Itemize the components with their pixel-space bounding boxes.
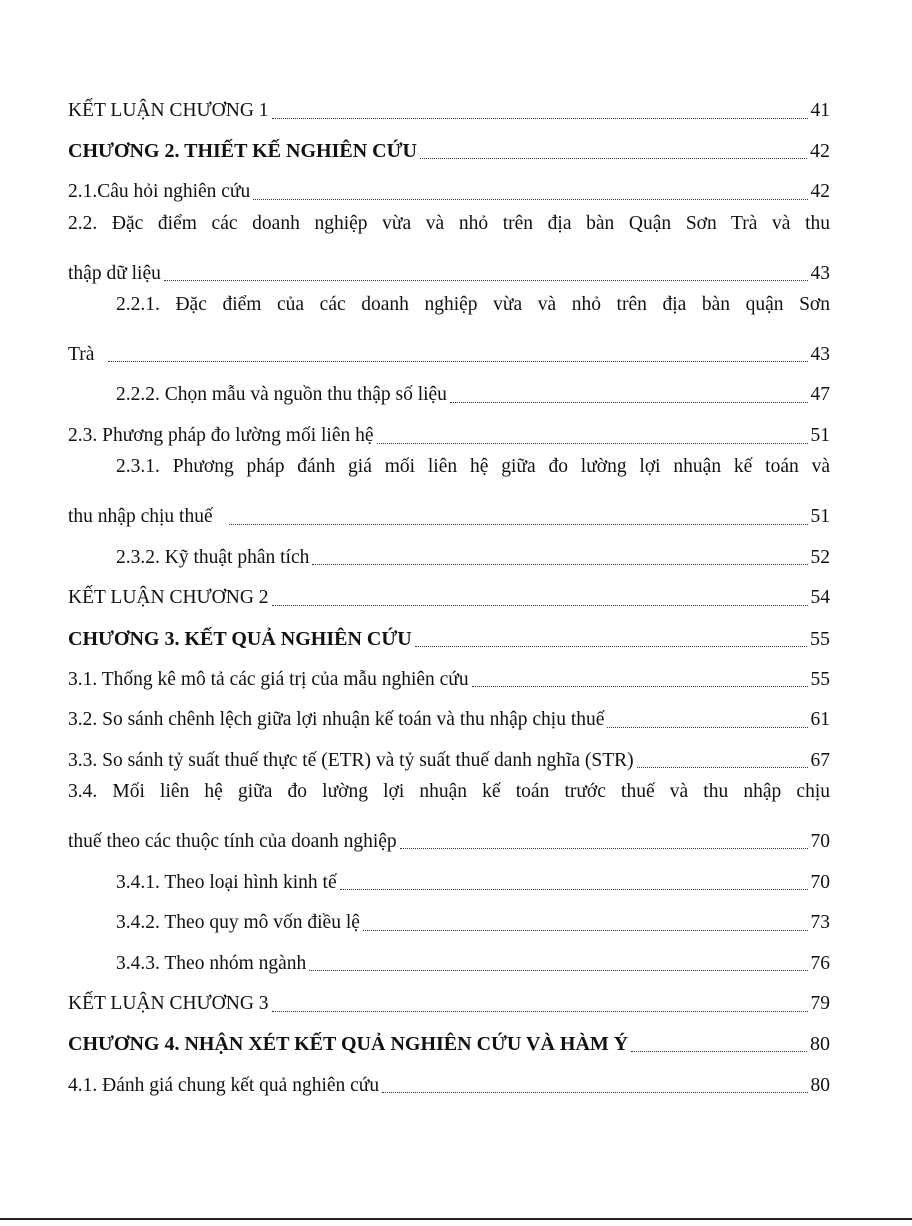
toc-entry-ket-luan-chuong-2[interactable] (68, 578, 830, 619)
toc-entry-3-4-3[interactable] (68, 943, 830, 984)
toc-entry-3-4-line1[interactable] (68, 781, 830, 822)
toc-entry-3-4-1[interactable] (68, 862, 830, 903)
toc-title: 3.2. So sánh chênh lệch giữa lợi nhuận kế toán và thu nhập chịu thuế (68, 709, 605, 731)
toc-title: 3.4.2. Theo quy mô vốn điều lệ (116, 912, 360, 934)
dot-leader (229, 524, 808, 525)
toc-title: CHƯƠNG 4. NHẬN XÉT KẾT QUẢ NGHIÊN CỨU VÀ HÀM Ý (68, 1033, 629, 1056)
toc-page-number: 54 (810, 587, 830, 609)
dot-leader (382, 1092, 807, 1093)
toc-title-line1: 2.2. Đặc điểm các doanh nghiệp vừa và nhỏ trên địa bàn Quận Sơn Trà và thu (68, 212, 830, 234)
toc-entry-2-3-2[interactable] (68, 538, 830, 579)
toc-entry-2-2-2[interactable] (68, 375, 830, 416)
toc-page-number: 43 (810, 343, 830, 365)
toc-page-number: 73 (810, 912, 830, 934)
toc-page-number: 51 (810, 425, 830, 447)
dot-leader (377, 443, 808, 444)
toc-title-line1: 2.2.1. Đặc điểm của các doanh nghiệp vừa và nhỏ trên địa bàn quận Sơn (116, 293, 830, 315)
dot-leader (164, 280, 808, 281)
toc-page-number: 79 (810, 993, 830, 1015)
toc-entry-2-1[interactable] (68, 172, 830, 213)
toc-page-number: 42 (810, 140, 830, 163)
toc-title: thập dữ liệu (68, 262, 161, 284)
toc-entry-3-3[interactable] (68, 741, 830, 782)
toc-page-number: 80 (810, 1033, 830, 1056)
dot-leader (631, 1051, 807, 1052)
toc-entry-3-4[interactable] (68, 822, 830, 863)
toc-entry-3-4-2[interactable] (68, 903, 830, 944)
toc-entry-3-2[interactable] (68, 700, 830, 741)
page-bottom-border (0, 1218, 912, 1220)
toc-page-number: 55 (810, 668, 830, 690)
toc-page-number: 67 (810, 749, 830, 771)
toc-title: 2.3.2. Kỹ thuật phân tích (116, 546, 310, 568)
toc-title: 3.3. So sánh tỷ suất thuế thực tế (ETR) và tỷ suất thuế danh nghĩa (STR) (68, 749, 634, 771)
toc-entry-2-2-1[interactable] (68, 335, 830, 376)
toc-title: thuế theo các thuộc tính của doanh nghiệp (68, 830, 397, 852)
dot-leader (415, 646, 807, 647)
toc-title: 2.1.Câu hỏi nghiên cứu (68, 181, 251, 203)
toc-page-number: 70 (810, 830, 830, 852)
dot-leader (272, 1011, 808, 1012)
toc-title: 4.1. Đánh giá chung kết quả nghiên cứu (68, 1074, 380, 1096)
toc-title: 3.4.3. Theo nhóm ngành (116, 952, 307, 974)
toc-entry-2-3-1-line1[interactable] (68, 456, 830, 497)
dot-leader (450, 402, 808, 403)
toc-entry-chuong-2[interactable] (68, 132, 830, 173)
toc-title-line1: 3.4. Mối liên hệ giữa đo lường lợi nhuận kế toán trước thuế và thu nhập chịu (68, 781, 830, 803)
dot-leader (253, 199, 807, 200)
toc-title: KẾT LUẬN CHƯƠNG 1 (68, 100, 269, 122)
dot-leader (272, 118, 808, 119)
dot-leader (400, 848, 808, 849)
dot-leader (363, 930, 808, 931)
dot-leader (309, 970, 807, 971)
toc-page-number: 80 (810, 1074, 830, 1096)
toc-entry-4-1[interactable] (68, 1065, 830, 1106)
toc-title: thu nhập chịu thuế (68, 506, 213, 528)
toc-page-number: 42 (810, 181, 830, 203)
toc-page-number: 52 (810, 546, 830, 568)
toc-entry-2-3-1[interactable] (68, 497, 830, 538)
toc-entry-ket-luan-chuong-3[interactable] (68, 984, 830, 1025)
toc-entry-2-3[interactable] (68, 416, 830, 457)
dot-leader (340, 889, 808, 890)
toc-entry-ket-luan-chuong-1[interactable] (68, 91, 830, 132)
toc-entry-3-1[interactable] (68, 659, 830, 700)
toc-entry-2-2[interactable] (68, 253, 830, 294)
toc-title: KẾT LUẬN CHƯƠNG 3 (68, 993, 269, 1015)
dot-leader (420, 158, 807, 159)
dot-leader (312, 564, 807, 565)
toc-title: 2.2.2. Chọn mẫu và nguồn thu thập số liệu (116, 384, 447, 406)
dot-leader (272, 605, 808, 606)
toc-page-number: 43 (810, 262, 830, 284)
toc-title: CHƯƠNG 3. KẾT QUẢ NGHIÊN CỨU (68, 627, 412, 650)
toc-title: 3.4.1. Theo loại hình kinh tế (116, 871, 337, 893)
toc-page-number: 47 (810, 384, 830, 406)
toc-page-number: 70 (810, 871, 830, 893)
toc-entry-2-2-1-line1[interactable] (68, 294, 830, 335)
toc-title: 3.1. Thống kê mô tả các giá trị của mẫu nghiên cứu (68, 668, 469, 690)
dot-leader (108, 361, 807, 362)
toc-entry-2-2-line1[interactable] (68, 213, 830, 254)
toc-page-number: 51 (810, 506, 830, 528)
toc-page-number: 76 (810, 952, 830, 974)
toc-title: KẾT LUẬN CHƯƠNG 2 (68, 587, 269, 609)
toc-title-line1: 2.3.1. Phương pháp đánh giá mối liên hệ giữa đo lường lợi nhuận kế toán và (116, 456, 830, 478)
dot-leader (607, 727, 807, 728)
dot-leader (637, 767, 808, 768)
dot-leader (472, 686, 808, 687)
table-of-contents (68, 91, 830, 1106)
toc-title: Trà (68, 343, 95, 365)
toc-page-number: 55 (810, 627, 830, 650)
toc-title: 2.3. Phương pháp đo lường mối liên hệ (68, 425, 374, 447)
toc-entry-chuong-3[interactable] (68, 619, 830, 660)
toc-entry-chuong-4[interactable] (68, 1025, 830, 1066)
toc-page-number: 61 (810, 709, 830, 731)
toc-title: CHƯƠNG 2. THIẾT KẾ NGHIÊN CỨU (68, 140, 417, 163)
toc-page-number: 41 (810, 100, 830, 122)
